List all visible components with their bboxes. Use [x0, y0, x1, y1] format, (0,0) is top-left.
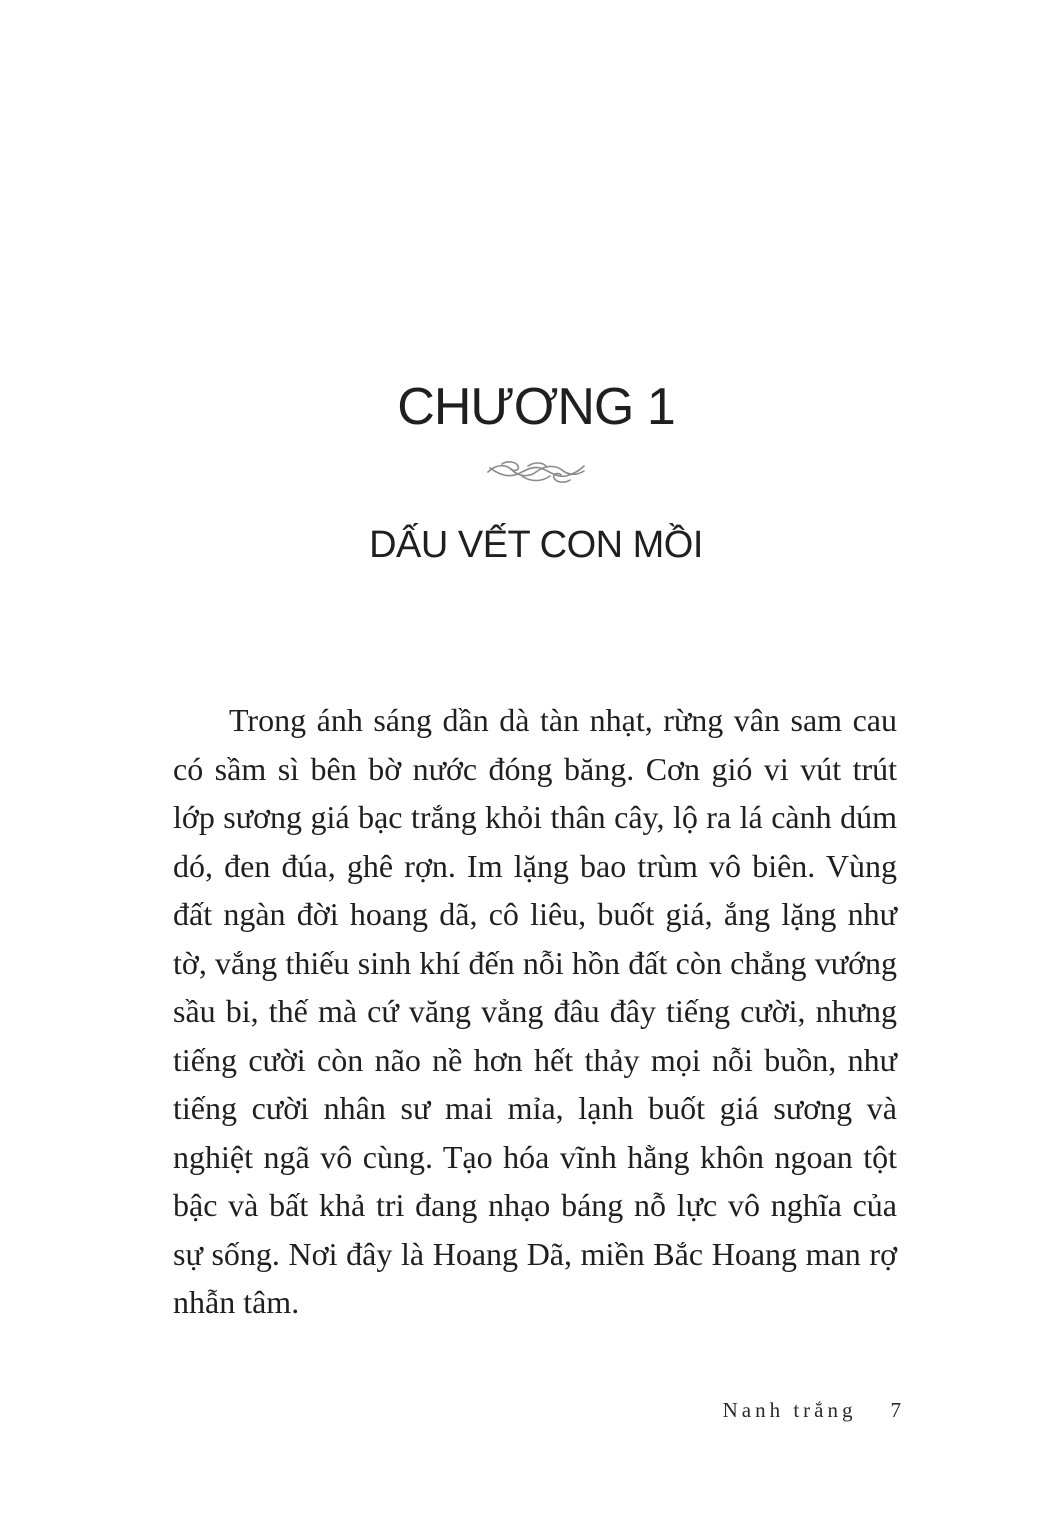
page-footer — [723, 1398, 901, 1423]
page-number: 7 — [890, 1398, 901, 1422]
chapter-number-heading: CHƯƠNG 1 — [397, 378, 675, 436]
chapter-title-heading: DẤU VẾT CON MỒI — [369, 524, 703, 566]
chapter-body-paragraph: Trong ánh sáng dần dà tàn nhạt, rừng vân sam cau có sầm sì bên bờ nước đóng băng. Cơn gió vi vút trút lớp sương giá bạc trắng khỏi thân cây, lộ ra lá cành dúm dó, đen đúa, ghê rợn. Im lặng bao trùm vô biên. Vùng đất ngàn đời hoang dã, cô liêu, buốt giá, ắng lặng như tờ, vắng thiếu sinh khí đến nỗi hồn đất còn chẳng vướng sầu bi, thế mà cứ văng vẳng đâu đây tiếng cười, nhưng tiếng cười còn não nề hơn hết thảy mọi nỗi buồn, như tiếng cười nhân sư mai mỉa, lạnh buốt giá sương và nghiệt ngã vô cùng. Tạo hóa vĩnh hằng khôn ngoan tột bậc và bất khả tri đang nhạo báng nỗ lực vô nghĩa của sự sống. Nơi đây là Hoang Dã, miền Bắc Hoang man rợ nhẫn tâm. — [173, 702, 897, 1320]
flourish-divider-icon — [482, 454, 590, 490]
running-book-title: Nanh trắng — [722, 1398, 857, 1422]
